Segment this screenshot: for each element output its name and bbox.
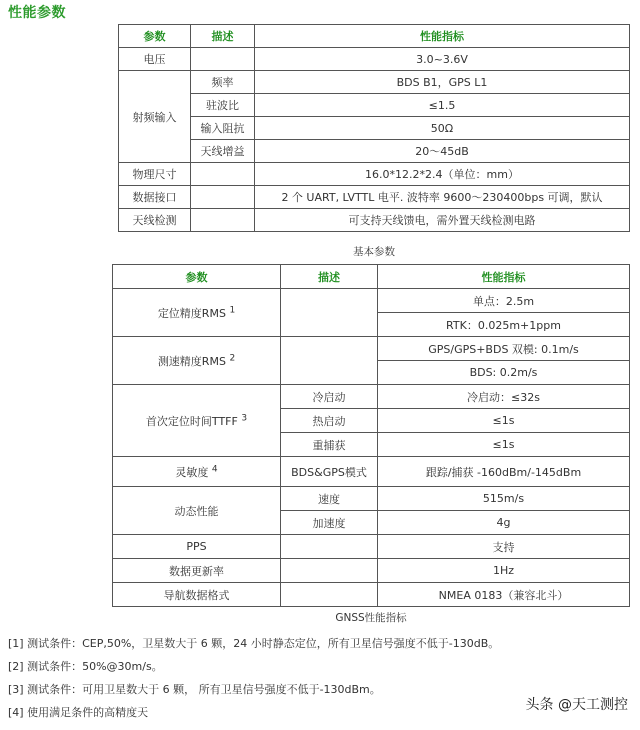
value-cell: 支持 <box>378 535 630 559</box>
basic-params-table <box>118 24 630 232</box>
footnote: [4] 使用满足条件的高精度天 <box>8 706 149 719</box>
param-label: 首次定位时间TTFF <box>145 414 238 428</box>
value-cell: 可支持天线馈电，需外置天线检测电路 <box>255 209 630 232</box>
table-row <box>113 535 630 559</box>
table-row <box>119 140 630 163</box>
value-cell: 50Ω <box>255 117 630 140</box>
table-header-row <box>113 265 630 289</box>
desc-cell <box>191 48 255 71</box>
param-cell <box>113 457 281 487</box>
value-cell: 跟踪/捕获 -160dBm/-145dBm <box>378 457 630 487</box>
value-cell: GPS/GPS+BDS 双模: 0.1m/s <box>378 337 630 361</box>
desc-cell <box>281 337 378 385</box>
table-row <box>119 163 630 186</box>
value-cell: ≤1s <box>378 409 630 433</box>
param-cell <box>113 337 281 385</box>
table-row <box>119 117 630 140</box>
desc-cell: 重捕获 <box>281 433 378 457</box>
table-caption: 基本参数 <box>353 246 395 258</box>
param-cell: 数据接口 <box>119 186 191 209</box>
header-param: 参数 <box>113 265 281 289</box>
param-cell: 电压 <box>119 48 191 71</box>
desc-cell <box>191 186 255 209</box>
desc-cell <box>281 535 378 559</box>
desc-cell: 输入阻抗 <box>191 117 255 140</box>
value-cell: RTK：0.025m+1ppm <box>378 313 630 337</box>
table-header-row <box>119 25 630 48</box>
param-label: 定位精度RMS <box>157 306 226 320</box>
value-cell: 515m/s <box>378 487 630 511</box>
table-row <box>113 457 630 487</box>
param-label: 灵敏度 <box>175 465 209 479</box>
param-cell: 物理尺寸 <box>119 163 191 186</box>
header-spec: 性能指标 <box>378 265 630 289</box>
value-cell: 4g <box>378 511 630 535</box>
desc-cell: 天线增益 <box>191 140 255 163</box>
footnote-ref: 3 <box>241 412 248 423</box>
param-cell: PPS <box>113 535 281 559</box>
table-row <box>113 559 630 583</box>
desc-cell: 速度 <box>281 487 378 511</box>
footnote-ref: 1 <box>229 304 236 315</box>
value-cell: 冷启动：≤32s <box>378 385 630 409</box>
value-cell: ≤1.5 <box>255 94 630 117</box>
table-row <box>113 337 630 361</box>
watermark: 头条 @天工测控 <box>525 697 628 713</box>
desc-cell: 频率 <box>191 71 255 94</box>
footnote-ref: 2 <box>229 352 236 363</box>
value-cell: 20～45dB <box>255 140 630 163</box>
param-cell: 动态性能 <box>113 487 281 535</box>
value-cell: 单点：2.5m <box>378 289 630 313</box>
header-param: 参数 <box>119 25 191 48</box>
table-row <box>119 209 630 232</box>
footnote: [2] 测试条件：50%@30m/s。 <box>8 660 163 673</box>
desc-cell <box>281 559 378 583</box>
desc-cell: 冷启动 <box>281 385 378 409</box>
desc-cell <box>281 583 378 607</box>
footnote-ref: 4 <box>211 463 218 474</box>
param-cell: 导航数据格式 <box>113 583 281 607</box>
value-cell: 2 个 UART, LVTTL 电平. 波特率 9600～230400bps 可调，默认 <box>255 186 630 209</box>
footnotes <box>8 632 499 724</box>
header-desc: 描述 <box>191 25 255 48</box>
header-spec: 性能指标 <box>255 25 630 48</box>
value-cell: 1Hz <box>378 559 630 583</box>
table-row <box>119 94 630 117</box>
page-title: 性能参数 <box>8 5 66 21</box>
desc-cell <box>191 209 255 232</box>
param-cell: 天线检测 <box>119 209 191 232</box>
param-label: 测速精度RMS <box>157 354 226 368</box>
table-caption: GNSS性能指标 <box>335 612 407 624</box>
desc-cell: 驻波比 <box>191 94 255 117</box>
param-cell: 射频输入 <box>119 71 191 163</box>
desc-cell: BDS&GPS模式 <box>281 457 378 487</box>
table-row <box>119 71 630 94</box>
desc-cell: 热启动 <box>281 409 378 433</box>
desc-cell: 加速度 <box>281 511 378 535</box>
table-row <box>119 48 630 71</box>
value-cell: BDS B1，GPS L1 <box>255 71 630 94</box>
table-row <box>119 186 630 209</box>
table-row <box>113 583 630 607</box>
param-cell: 数据更新率 <box>113 559 281 583</box>
gnss-performance-table <box>112 264 630 607</box>
header-desc: 描述 <box>281 265 378 289</box>
value-cell: 16.0*12.2*2.4（单位：mm） <box>255 163 630 186</box>
desc-cell <box>281 289 378 337</box>
table-row <box>113 289 630 313</box>
value-cell: BDS: 0.2m/s <box>378 361 630 385</box>
value-cell: NMEA 0183（兼容北斗） <box>378 583 630 607</box>
footnote: [3] 测试条件：可用卫星数大于 6 颗， 所有卫星信号强度不低于-130dBm。 <box>8 683 381 696</box>
value-cell: 3.0~3.6V <box>255 48 630 71</box>
param-cell <box>113 385 281 457</box>
value-cell: ≤1s <box>378 433 630 457</box>
param-cell <box>113 289 281 337</box>
footnote: [1] 测试条件：CEP,50%，卫星数大于 6 颗，24 小时静态定位，所有卫星信号强度不低于-130dB。 <box>8 637 500 650</box>
table-row <box>113 385 630 409</box>
desc-cell <box>191 163 255 186</box>
table-row <box>113 487 630 511</box>
